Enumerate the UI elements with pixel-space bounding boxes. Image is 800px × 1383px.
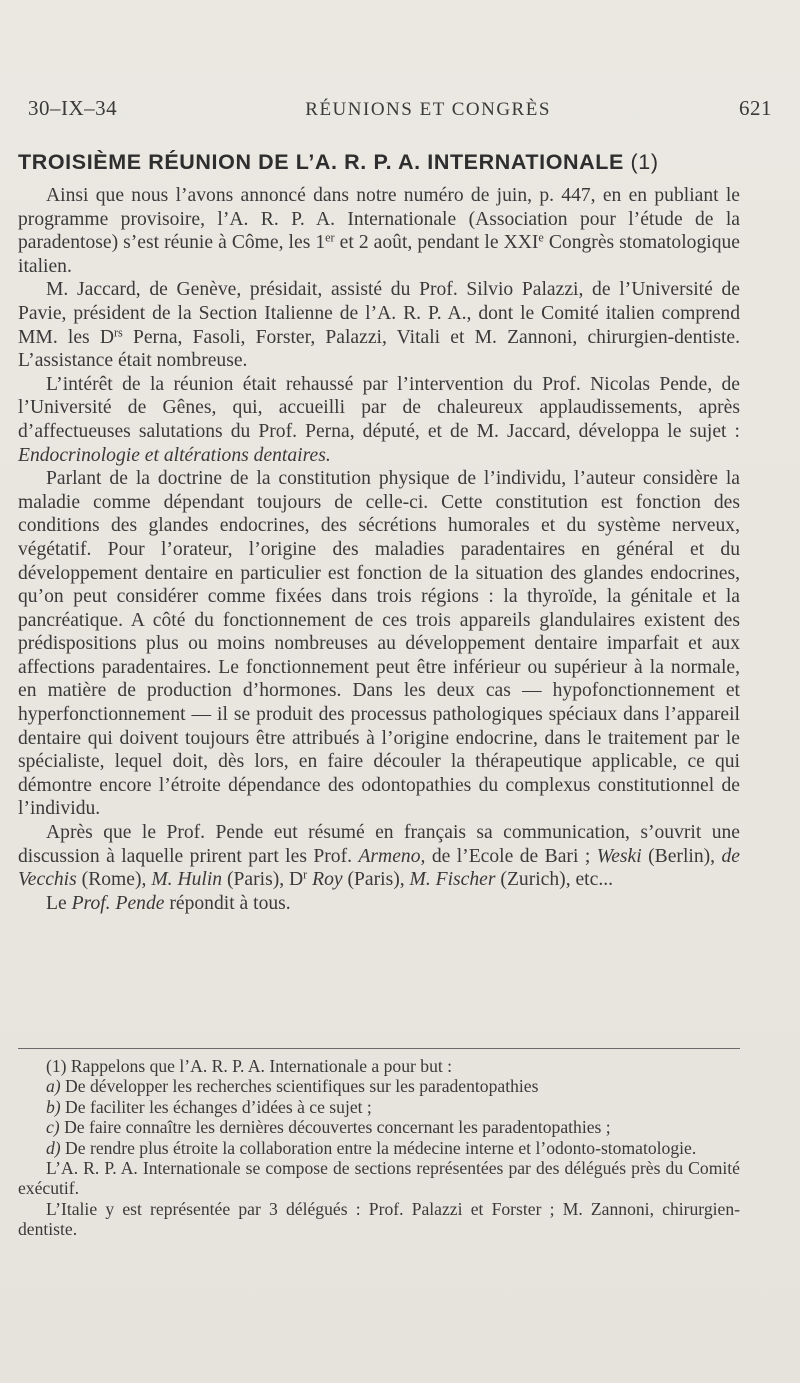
p3-text: L’intérêt de la réunion était rehaussé par l’intervention du Prof. Nicolas Pende, de l’Université de Gênes, qui, accueilli par de chaleureux applaudissements, après d’affectueuses salutations du Prof. Perna, député, et de M. Jaccard, développa le sujet :	[18, 373, 740, 442]
footnote-italy: L’Italie y est représentée par 3 délégués : Prof. Palazzi et Forster ; M. Zannoni, chirurgien-dentiste.	[18, 1198, 740, 1240]
name-fischer: M. Fischer	[409, 869, 496, 891]
p6-b: répondit à tous.	[164, 892, 291, 914]
paragraph-1	[18, 184, 740, 278]
paragraph-5	[18, 821, 740, 892]
name-vecchis: de Vecchis	[18, 845, 740, 891]
footnote-item-d	[18, 1138, 740, 1158]
footnote-1: (1) Rappelons que l’A. R. P. A. Internationale a pour but :	[46, 1056, 453, 1076]
article-title	[18, 150, 782, 175]
paragraph-3	[18, 373, 740, 467]
p5-c: (Berlin),	[641, 845, 722, 867]
item-c-letter: c)	[46, 1117, 60, 1138]
p5-g: (Zurich), etc...	[495, 869, 614, 891]
item-b-text: De faciliter les échanges d’idées à ce sujet ;	[60, 1096, 372, 1117]
name-roy: Roy	[307, 869, 343, 891]
p5-dr: D	[289, 869, 304, 891]
header-date: 30–IX–34	[28, 96, 118, 120]
item-d-text: De rendre plus étroite la collaboration entre la médecine interne et l’odonto-stomatologie.	[60, 1137, 697, 1158]
p2-text-a: M. Jaccard, de Genève, présidait, assisté du Prof. Silvio Palazzi, de l’Université de Pavie, président de la Section Italienne de l’A. R. P. A., dont le Comité italien comprend MM. les D	[18, 279, 740, 348]
p5-b: de l’Ecole de Bari ;	[425, 845, 597, 867]
item-a-text: De développer les recherches scientifiques sur les paradentopathies	[60, 1076, 539, 1097]
p1-sup-er: er	[325, 230, 335, 245]
paragraph-6	[18, 892, 740, 916]
p2-text-b: Perna, Fasoli, Forster, Palazzi, Vitali et M. Zannoni, chirurgien-dentiste. L’assistance était nombreuse.	[18, 326, 740, 372]
name-weski: Weski	[596, 845, 642, 867]
article-title-text: TROISIÈME RÉUNION DE L’A. R. P. A. INTERNATIONALE	[18, 150, 624, 174]
page-number: 621	[739, 96, 772, 120]
footnote-ref: (1)	[630, 150, 659, 174]
footnote-divider	[18, 1048, 740, 1049]
p5-a: Après que le Prof. Pende eut résumé en français sa communication, s’ouvrit une discussion à laquelle prirent part les Prof.	[18, 822, 740, 867]
p2-sup: rs	[114, 324, 123, 339]
item-c-text: De faire connaître les dernières découvertes concernant les paradentopathies ;	[59, 1117, 611, 1138]
p5-dr-sup: r	[303, 867, 308, 882]
p5-d: (Rome),	[76, 869, 152, 891]
item-b-letter: b)	[46, 1096, 61, 1117]
lecture-topic: Endocrinologie et altérations dentaires.	[18, 444, 331, 466]
p6-a: Le	[46, 892, 72, 914]
footnote-item-b	[18, 1097, 740, 1117]
p1-one: 1	[315, 232, 326, 254]
footnote-item-c	[18, 1117, 740, 1137]
header-section: RÉUNIONS ET CONGRÈS	[305, 99, 551, 120]
item-a-letter: a)	[46, 1076, 61, 1097]
p1-end: Congrès stomatologique italien.	[18, 232, 740, 277]
p1-mid: et 2 août, pendant le XXI	[334, 232, 539, 254]
paragraph-4: Parlant de la doctrine de la constitution physique de l’individu, l’auteur considère la maladie comme dépendant toujours de celle-ci. Cette constitution est fonction des conditions des glandes endocrines, des sécrétions humorales et du système nerveux, végétatif. Pour l’orateur, l’origine des maladies paradentaires en général et du développement dentaire en particulier est fonction de la situation des glandes endocrines, qu’on peut considérer comme fixées dans trois régions : la thyroïde, la génitale et la pancréatique. A côté du fonctionnement de ces trois appareils glandulaires existent des prédispositions plus ou moins nombreuses au développement dentaire imparfait et aux affections paradentaires. Le fonctionnement peut être inférieur ou supérieur à la normale, en matière de production d’hormones. Dans les deux cas — hypofonctionnement et hyperfonctionnement — il se produit des processus pathologiques spéciaux dans l’appareil dentaire qui doivent toujours être attribués à l’origine endocrine, dans le traitement par le spécialiste, lequel doit, dès lors, en faire découler la thérapeutique applicable, ce qui démontre encore l’étroite dépendance des odontopathies du complexus constitutionnel de l’individu.	[18, 468, 740, 820]
article-body	[18, 184, 740, 915]
p5-f: (Paris),	[342, 869, 410, 891]
p1-text: Ainsi que nous l’avons annoncé dans notre numéro de juin, p. 447, en en publiant le programme provisoire, l’A. R. P. A. Internationale (Association pour l’étude de la paradentose) s’est réunie à Côme, les	[18, 185, 740, 254]
running-head	[28, 96, 772, 132]
footnote-item-a	[18, 1076, 740, 1096]
name-hulin: M. Hulin	[151, 869, 223, 891]
item-d-letter: d)	[46, 1137, 61, 1158]
footnotes	[18, 1056, 740, 1240]
paragraph-2	[18, 278, 740, 372]
footnote-sections: L’A. R. P. A. Internationale se compose de sections représentées par des délégués près du Comité exécutif.	[18, 1158, 740, 1199]
p1-sup-e: e	[538, 230, 544, 245]
p5-e: (Paris),	[222, 869, 290, 891]
name-pende: Prof. Pende	[71, 892, 165, 914]
name-armeno: Armeno,	[358, 845, 426, 867]
